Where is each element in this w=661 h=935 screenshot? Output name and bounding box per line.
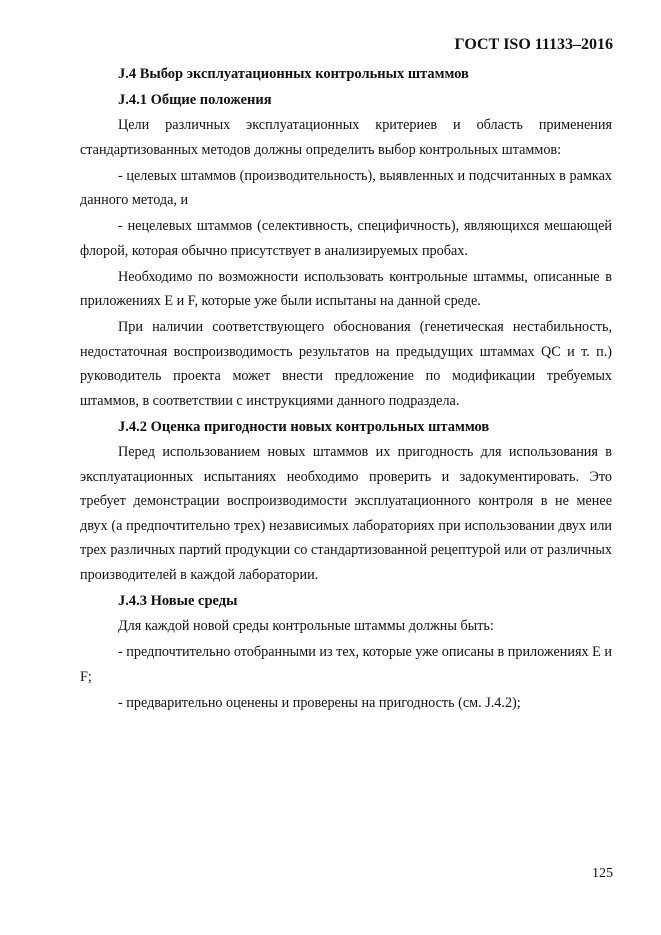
list-item: - целевых штаммов (производительность), выявленных и подсчитанных в рамках данного метода, и [80, 167, 612, 208]
section-heading-j4: J.4 Выбор эксплуатационных контрольных штаммов [118, 66, 469, 82]
list-item: - нецелевых штаммов (селективность, специфичность), являющихся мешающей флорой, которая обычно присутствует в анализируемых пробах. [80, 218, 612, 259]
paragraph: Необходимо по возможности использовать контрольные штаммы, описанные в приложениях E и F, которые уже были испытаны на данной среде. [80, 268, 612, 309]
paragraph: Перед использованием новых штаммов их пригодность для использования в эксплуатационных испытаниях необходимо проверить и задокументировать. Это требует демонстрации воспроизводимости эксплуатационного контроля в не менее двух (а предпочтительно трех) независимых лабораториях при использовании двух или трех различных партий продукции со стандартизованной рецептурой или от различных производителей в каждой лаборатории. [80, 444, 612, 583]
section-heading-j42: J.4.2 Оценка пригодности новых контрольных штаммов [118, 418, 490, 435]
section-heading-j43: J.4.3 Новые среды [118, 592, 238, 609]
paragraph: Для каждой новой среды контрольные штаммы должны быть: [118, 618, 494, 634]
paragraph: Цели различных эксплуатационных критериев и область применения стандартизованных методов должны определить выбор контрольных штаммов: [80, 117, 612, 158]
document-code-header: ГОСТ ISO 11133–2016 [454, 36, 613, 53]
section-heading-j41: J.4.1 Общие положения [118, 91, 272, 108]
paragraph: При наличии соответствующего обоснования (генетическая нестабильность, недостаточная воспроизводимость результатов на предыдущих штаммах QC и т. п.) руководитель проекта может внести предложение по модификации требуемых штаммов, в соответствии с инструкциями данного подраздела. [80, 319, 612, 409]
page-number: 125 [592, 866, 613, 881]
list-item: - предпочтительно отобранными из тех, которые уже описаны в приложениях E и F; [80, 644, 612, 685]
list-item: - предварительно оценены и проверены на пригодность (см. J.4.2); [118, 694, 521, 711]
document-body [80, 62, 612, 717]
